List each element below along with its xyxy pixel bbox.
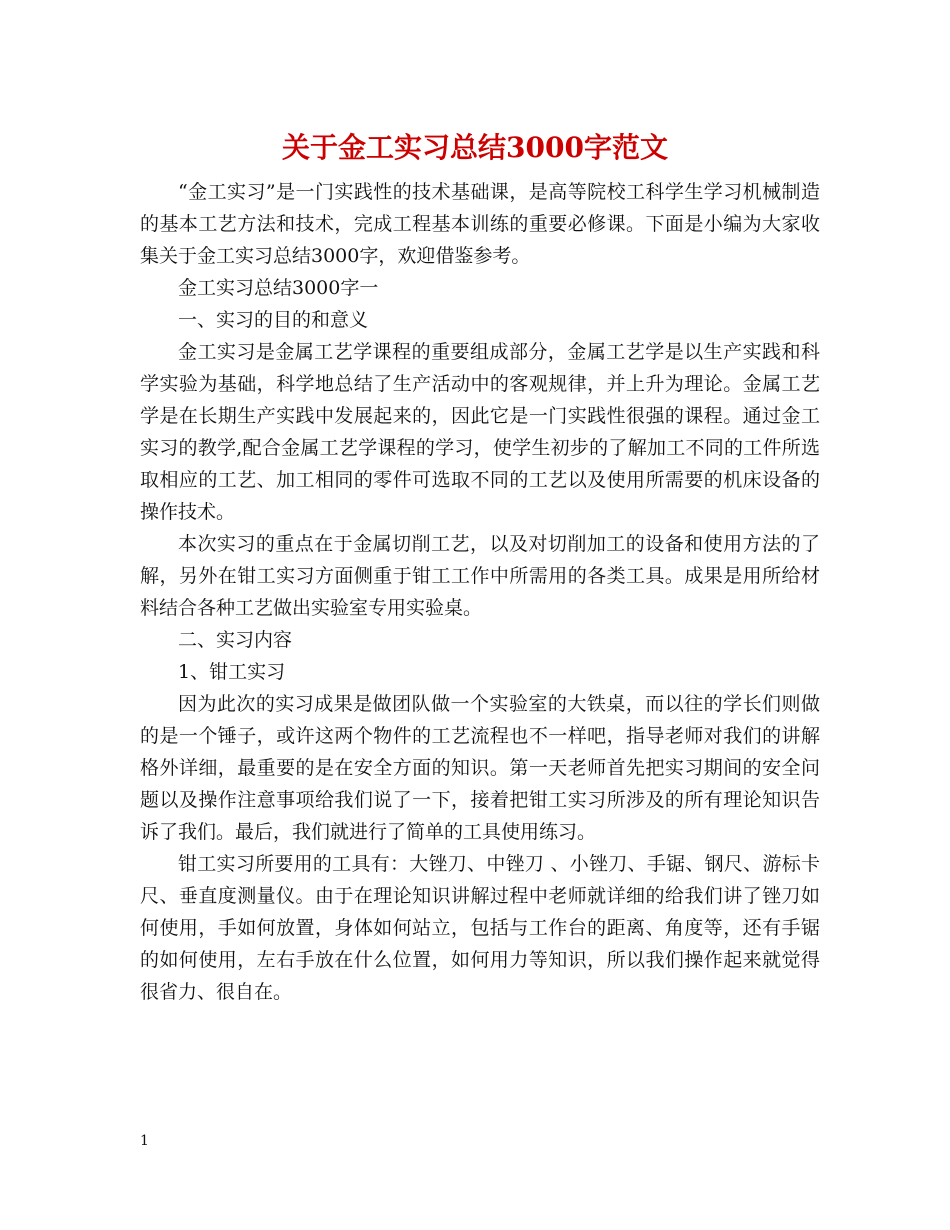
body-paragraph: 因为此次的实习成果是做团队做一个实验室的大铁桌，而以往的学长们则做的是一个锤子，或许这两个物件的工艺流程也不一样吧，指导老师对我们的讲解格外详细，最重要的是在安全方面的知识。第一天老师首先把实习期间的安全问题以及操作注意事项给我们说了一下，接着把钳工实习所涉及的所有理论知识告诉了我们。最后，我们就进行了简单的工具使用练习。 xyxy=(140,693,820,843)
body-paragraph: 金工实习是金属工艺学课程的重要组成部分，金属工艺学是以生产实践和科学实验为基础，科学地总结了生产活动中的客观规律，并上升为理论。金属工艺学是在长期生产实践中发展起来的，因此它是一门实践性很强的课程。通过金工实习的教学,配合金属工艺学课程的学习，使学生初步的了解加工不同的工件所选取相应的工艺、加工相同的零件可选取不同的工艺以及使用所需要的机床设备的操作技术。 xyxy=(140,341,820,523)
body-paragraph: 本次实习的重点在于金属切削工艺，以及对切削加工的设备和使用方法的了解，另外在钳工实习方面侧重于钳工工作中所需用的各类工具。成果是用所给材料结合各种工艺做出实验室专用实验桌。 xyxy=(140,533,820,619)
page-number: 1 xyxy=(140,1133,149,1149)
body-paragraph: 钳工实习所要用的工具有：大锉刀、中锉刀 、小锉刀、手锯、钢尺、游标卡尺、垂直度测量仪。由于在理论知识讲解过程中老师就详细的给我们讲了锉刀如何使用，手如何放置，身体如何站立，包括与工作台的距离、角度等，还有手锯的如何使用，左右手放在什么位置，如何用力等知识，所以我们操作起来就觉得很省力、很自在。 xyxy=(140,853,820,1003)
subsection-heading: 一、实习的目的和意义 xyxy=(178,309,369,331)
document-body xyxy=(140,176,820,1008)
intro-paragraph: “金工实习”是一门实践性的技术基础课，是高等院校工科学生学习机械制造的基本工艺方法和技术，完成工程基本训练的重要必修课。下面是小编为大家收集关于金工实习总结3000字，欢迎借鉴参考。 xyxy=(140,181,820,267)
section-heading: 金工实习总结3000字一 xyxy=(178,277,379,299)
subsection-heading: 二、实习内容 xyxy=(178,629,293,651)
document-title: 关于金工实习总结3000字范文 xyxy=(282,131,668,164)
subsection-heading: 1、钳工实习 xyxy=(178,661,286,683)
